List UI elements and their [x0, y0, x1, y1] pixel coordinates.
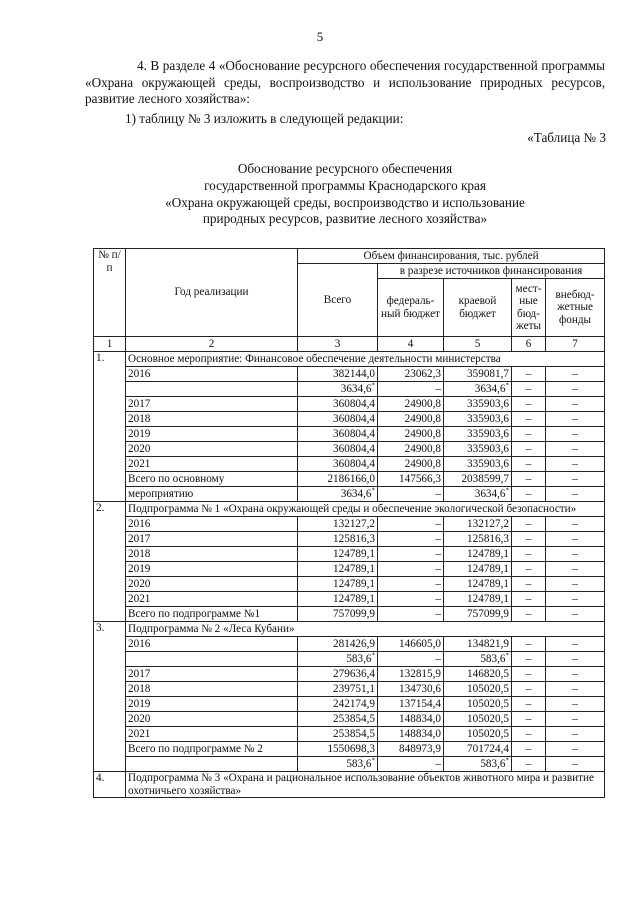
cell-local: – [512, 682, 546, 697]
cell-extra: – [546, 367, 605, 382]
table-row [94, 577, 605, 592]
cell-total: 583,6* [298, 652, 378, 667]
cell-federal: – [378, 757, 444, 772]
cell-regional: 335903,6 [444, 412, 512, 427]
section-number: 2. [94, 502, 126, 622]
table-row [94, 397, 605, 412]
cell-total: 757099,9 [298, 607, 378, 622]
cell-local: – [512, 592, 546, 607]
cell-local: – [512, 577, 546, 592]
cell-federal: – [378, 517, 444, 532]
cell-year: 2017 [126, 667, 298, 682]
cell-regional: 124789,1 [444, 592, 512, 607]
page-number: 5 [316, 29, 324, 44]
cell-total: 253854,5 [298, 727, 378, 742]
cell-extra: – [546, 547, 605, 562]
cell-regional: 701724,4 [444, 742, 512, 757]
cell-local: – [512, 427, 546, 442]
cell-extra: – [546, 487, 605, 502]
cell-year: 2016 [126, 517, 298, 532]
header-local: мест-ные бюд-жеты [512, 279, 546, 337]
cell-year: мероприятию [126, 487, 298, 502]
cell-extra: – [546, 397, 605, 412]
funding-table [93, 248, 605, 798]
footnote-mark: * [505, 486, 509, 495]
cell-federal: – [378, 562, 444, 577]
paragraph-amendment: 4. В разделе 4 «Обоснование ресурсного обеспечения государственной программы «Охрана окружающей среды, воспроизводство и использование природных ресурсов, развитие лесного хозяйства»: [85, 58, 605, 107]
header-row-1 [94, 249, 605, 264]
table-row [94, 727, 605, 742]
footnote-mark: * [371, 651, 375, 660]
section-row [94, 772, 605, 798]
cell-federal: – [378, 547, 444, 562]
title-line-3: «Охрана окружающей среды, воспроизводство и использование [165, 194, 525, 210]
cell-federal: 148834,0 [378, 712, 444, 727]
table-row [94, 757, 605, 772]
col-number: 7 [546, 337, 605, 352]
footnote-mark: * [505, 651, 509, 660]
cell-extra: – [546, 442, 605, 457]
cell-year [126, 652, 298, 667]
cell-regional: 134821,9 [444, 637, 512, 652]
cell-federal: 137154,4 [378, 697, 444, 712]
table-row [94, 412, 605, 427]
title-line-1: Обоснование ресурсного обеспечения [237, 161, 453, 176]
cell-federal: 848973,9 [378, 742, 444, 757]
cell-local: – [512, 742, 546, 757]
cell-extra: – [546, 637, 605, 652]
cell-local: – [512, 757, 546, 772]
cell-extra: – [546, 532, 605, 547]
section-row [94, 622, 605, 637]
cell-total: 3634,6* [298, 487, 378, 502]
table-row [94, 667, 605, 682]
cell-regional: 124789,1 [444, 577, 512, 592]
cell-total: 360804,4 [298, 427, 378, 442]
cell-federal: 146605,0 [378, 637, 444, 652]
cell-total: 242174,9 [298, 697, 378, 712]
col-number: 4 [378, 337, 444, 352]
cell-regional: 335903,6 [444, 457, 512, 472]
cell-local: – [512, 727, 546, 742]
cell-local: – [512, 487, 546, 502]
cell-federal: – [378, 382, 444, 397]
table-row [94, 637, 605, 652]
col-number: 2 [126, 337, 298, 352]
cell-regional: 335903,6 [444, 442, 512, 457]
cell-year: Всего по основному [126, 472, 298, 487]
cell-regional: 125816,3 [444, 532, 512, 547]
table-row [94, 367, 605, 382]
cell-year: 2019 [126, 562, 298, 577]
cell-regional: 124789,1 [444, 562, 512, 577]
title-line-2: государственной программы Краснодарского края [204, 177, 486, 193]
cell-local: – [512, 397, 546, 412]
section-title: Подпрограмма № 3 «Охрана и рациональное использование объектов животного мира и развитие охотничьего хозяйства» [126, 772, 605, 798]
cell-year [126, 382, 298, 397]
col-number: 1 [94, 337, 126, 352]
cell-federal: – [378, 577, 444, 592]
cell-total: 1550698,3 [298, 742, 378, 757]
cell-federal: 147566,3 [378, 472, 444, 487]
title-line-4: природных ресурсов, развитие лесного хозяйства» [202, 211, 488, 227]
cell-extra: – [546, 682, 605, 697]
cell-federal: – [378, 652, 444, 667]
cell-regional: 583,6* [444, 652, 512, 667]
cell-regional: 105020,5 [444, 712, 512, 727]
col-number: 5 [444, 337, 512, 352]
table-title [85, 161, 605, 228]
cell-federal: – [378, 532, 444, 547]
cell-extra: – [546, 457, 605, 472]
header-volume: Объем финансирования, тыс. рублей [298, 249, 605, 264]
cell-year: 2019 [126, 427, 298, 442]
cell-extra: – [546, 592, 605, 607]
header-extra: внебюд-жетные фонды [546, 279, 605, 337]
cell-year: 2018 [126, 412, 298, 427]
cell-year: 2016 [126, 367, 298, 382]
cell-total: 583,6* [298, 757, 378, 772]
cell-local: – [512, 667, 546, 682]
table-row [94, 562, 605, 577]
cell-extra: – [546, 742, 605, 757]
footnote-mark: * [371, 756, 375, 765]
cell-extra: – [546, 727, 605, 742]
footnote-mark: * [371, 486, 375, 495]
cell-local: – [512, 547, 546, 562]
cell-total: 360804,4 [298, 412, 378, 427]
cell-year: Всего по подпрограмме № 2 [126, 742, 298, 757]
table-row [94, 442, 605, 457]
header-sources: в разрезе источников финансирования [378, 264, 605, 279]
table-row [94, 652, 605, 667]
cell-year: 2016 [126, 637, 298, 652]
cell-total: 124789,1 [298, 577, 378, 592]
cell-total: 281426,9 [298, 637, 378, 652]
cell-regional: 335903,6 [444, 427, 512, 442]
cell-total: 253854,5 [298, 712, 378, 727]
cell-extra: – [546, 607, 605, 622]
cell-local: – [512, 652, 546, 667]
cell-regional: 124789,1 [444, 547, 512, 562]
column-number-row [94, 337, 605, 352]
table-row [94, 712, 605, 727]
cell-federal: 23062,3 [378, 367, 444, 382]
cell-extra: – [546, 712, 605, 727]
cell-total: 124789,1 [298, 562, 378, 577]
cell-local: – [512, 412, 546, 427]
cell-regional: 105020,5 [444, 697, 512, 712]
cell-regional: 757099,9 [444, 607, 512, 622]
cell-federal: – [378, 592, 444, 607]
table-label: «Таблица № 3 [527, 130, 606, 145]
cell-regional: 2038599,7 [444, 472, 512, 487]
cell-year: 2020 [126, 712, 298, 727]
table-row [94, 517, 605, 532]
section-title: Подпрограмма № 1 «Охрана окружающей среды и обеспечение экологической безопасности» [126, 502, 605, 517]
cell-federal: 24900,8 [378, 412, 444, 427]
cell-regional: 3634,6* [444, 382, 512, 397]
cell-local: – [512, 607, 546, 622]
cell-federal: 148834,0 [378, 727, 444, 742]
cell-regional: 105020,5 [444, 727, 512, 742]
cell-total: 132127,2 [298, 517, 378, 532]
table-row [94, 487, 605, 502]
footnote-mark: * [371, 381, 375, 390]
cell-total: 279636,4 [298, 667, 378, 682]
table-row [94, 382, 605, 397]
footnote-mark: * [505, 381, 509, 390]
paragraph-instruction: 1) таблицу № 3 изложить в следующей редакции: [125, 111, 404, 126]
cell-year: 2021 [126, 592, 298, 607]
header-regional: краевой бюджет [444, 279, 512, 337]
cell-total: 2186166,0 [298, 472, 378, 487]
table-row [94, 472, 605, 487]
section-number: 3. [94, 622, 126, 772]
cell-local: – [512, 472, 546, 487]
cell-year: 2019 [126, 697, 298, 712]
cell-extra: – [546, 697, 605, 712]
cell-federal: 24900,8 [378, 442, 444, 457]
cell-extra: – [546, 577, 605, 592]
table-row [94, 607, 605, 622]
cell-local: – [512, 562, 546, 577]
cell-year: 2021 [126, 457, 298, 472]
cell-local: – [512, 442, 546, 457]
cell-local: – [512, 367, 546, 382]
cell-extra: – [546, 652, 605, 667]
cell-regional: 146820,5 [444, 667, 512, 682]
cell-total: 125816,3 [298, 532, 378, 547]
cell-total: 360804,4 [298, 457, 378, 472]
section-row [94, 502, 605, 517]
cell-local: – [512, 517, 546, 532]
cell-extra: – [546, 757, 605, 772]
header-year: Год реализации [126, 249, 298, 337]
table-row [94, 532, 605, 547]
table-row [94, 697, 605, 712]
cell-federal: – [378, 607, 444, 622]
cell-local: – [512, 457, 546, 472]
cell-total: 239751,1 [298, 682, 378, 697]
header-total: Всего [298, 264, 378, 337]
cell-regional: 335903,6 [444, 397, 512, 412]
section-title: Подпрограмма № 2 «Леса Кубани» [126, 622, 605, 637]
table-row [94, 742, 605, 757]
cell-federal: 24900,8 [378, 397, 444, 412]
cell-extra: – [546, 667, 605, 682]
cell-extra: – [546, 472, 605, 487]
cell-year: 2018 [126, 547, 298, 562]
cell-federal: 24900,8 [378, 457, 444, 472]
cell-extra: – [546, 427, 605, 442]
section-number: 4. [94, 772, 126, 798]
cell-total: 382144,0 [298, 367, 378, 382]
cell-local: – [512, 382, 546, 397]
cell-federal: 134730,6 [378, 682, 444, 697]
cell-federal: 24900,8 [378, 427, 444, 442]
cell-year: 2020 [126, 442, 298, 457]
cell-local: – [512, 532, 546, 547]
cell-total: 360804,4 [298, 442, 378, 457]
cell-regional: 3634,6* [444, 487, 512, 502]
cell-federal: – [378, 487, 444, 502]
cell-regional: 583,6* [444, 757, 512, 772]
table-row [94, 592, 605, 607]
header-num: № п/п [94, 249, 126, 337]
cell-extra: – [546, 412, 605, 427]
table-row [94, 682, 605, 697]
col-number: 6 [512, 337, 546, 352]
cell-federal: 132815,9 [378, 667, 444, 682]
cell-regional: 132127,2 [444, 517, 512, 532]
cell-year: 2018 [126, 682, 298, 697]
section-title: Основное мероприятие: Финансовое обеспечение деятельности министерства [126, 352, 605, 367]
table-row [94, 547, 605, 562]
cell-year: Всего по подпрограмме №1 [126, 607, 298, 622]
table-row [94, 427, 605, 442]
cell-year: 2020 [126, 577, 298, 592]
cell-total: 124789,1 [298, 547, 378, 562]
table-row [94, 457, 605, 472]
cell-total: 124789,1 [298, 592, 378, 607]
cell-year: 2017 [126, 397, 298, 412]
cell-local: – [512, 712, 546, 727]
cell-extra: – [546, 382, 605, 397]
section-number: 1. [94, 352, 126, 502]
header-federal: федераль-ный бюджет [378, 279, 444, 337]
cell-total: 360804,4 [298, 397, 378, 412]
cell-year: 2021 [126, 727, 298, 742]
cell-year: 2017 [126, 532, 298, 547]
cell-regional: 359081,7 [444, 367, 512, 382]
cell-local: – [512, 637, 546, 652]
col-number: 3 [298, 337, 378, 352]
cell-local: – [512, 697, 546, 712]
cell-total: 3634,6* [298, 382, 378, 397]
section-row [94, 352, 605, 367]
cell-extra: – [546, 517, 605, 532]
cell-regional: 105020,5 [444, 682, 512, 697]
cell-year [126, 757, 298, 772]
cell-extra: – [546, 562, 605, 577]
footnote-mark: * [505, 756, 509, 765]
